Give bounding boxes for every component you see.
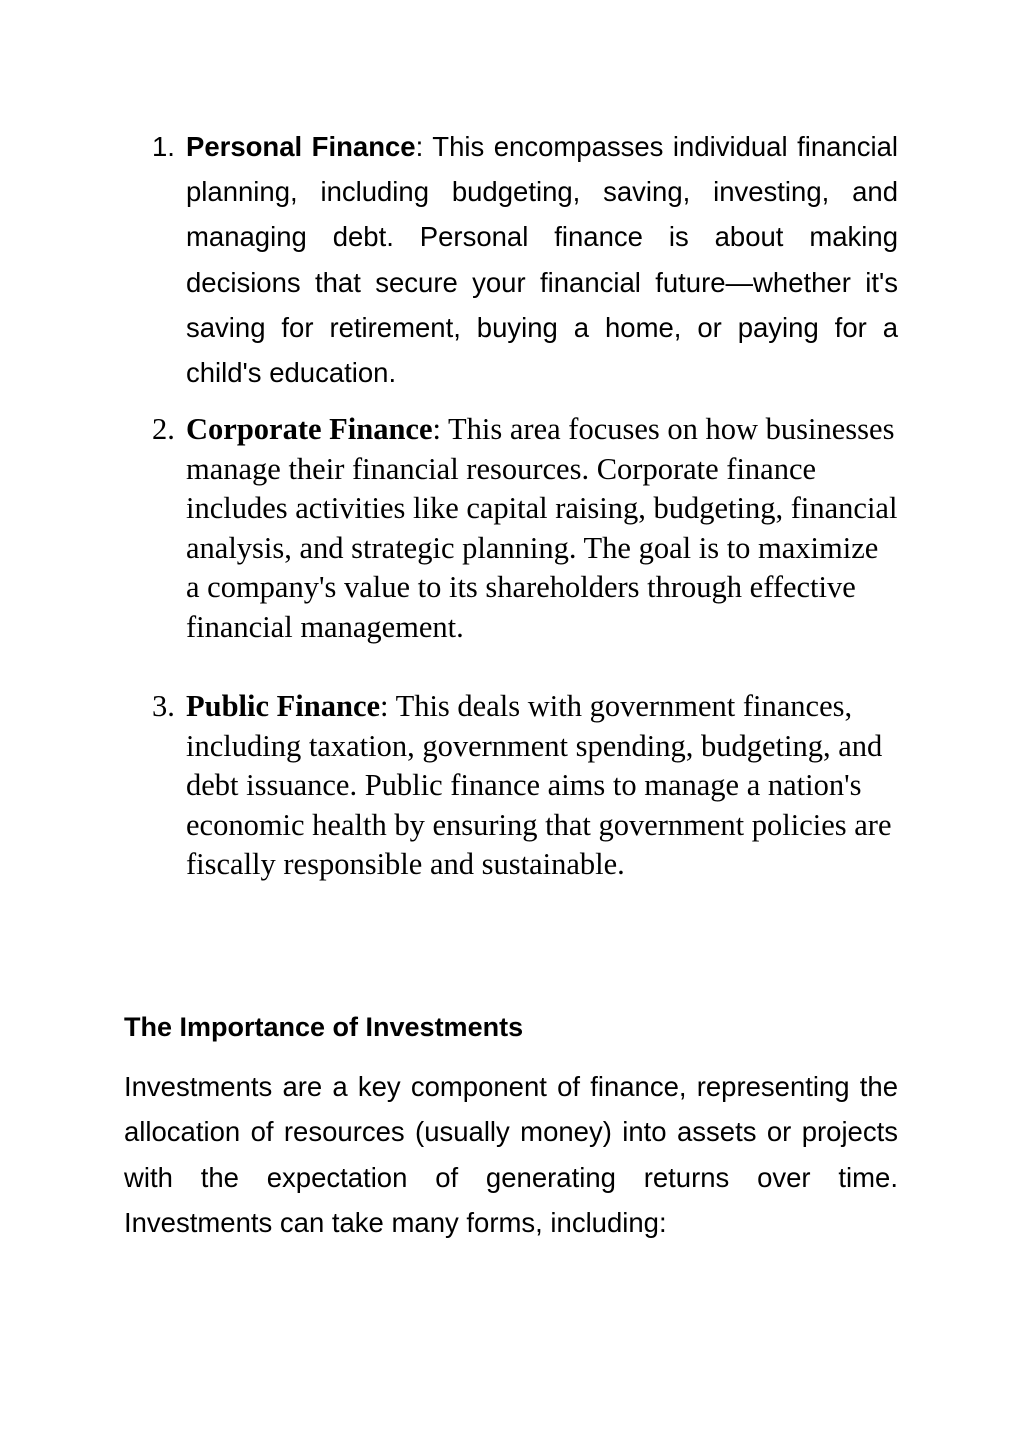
list-item-text: : This deals with government finances, including taxation, government spending, budgeting, and debt issuance. Public finance aims to manage a nation's economic health by ensuring that government policies are fiscally responsible and sustainable. <box>186 689 892 881</box>
list-number: 2. <box>152 412 175 446</box>
list-item-term: Corporate Finance <box>186 412 433 446</box>
list-item-term: Public Finance <box>186 689 381 723</box>
list-item-text: : This area focuses on how businesses manage their financial resources. Corporate finance includes activities like capital raising, budgeting, financial analysis, and strategic planning. The goal is to maximize a company's value to its shareholders through effective financial management. <box>186 412 898 644</box>
list-item-text: : This encompasses individual financial planning, including budgeting, saving, investing, and managing debt. Personal finance is about making decisions that secure your financial future—whether it's saving for retirement, buying a home, or paying for a child's education. <box>186 131 898 389</box>
section-paragraph: Investments are a key component of finance, representing the allocation of resources (usually money) into assets or projects with the expectation of generating returns over time. Investments can take many forms, including: <box>124 1071 898 1238</box>
list-number: 3. <box>152 689 175 723</box>
section-heading: The Importance of Investments <box>124 1012 524 1042</box>
list-number: 1. <box>152 131 175 162</box>
list-item-term: Personal Finance <box>186 131 416 162</box>
list-item-body <box>186 410 898 647</box>
list-item-body <box>186 124 898 395</box>
list-item-body <box>186 687 898 885</box>
